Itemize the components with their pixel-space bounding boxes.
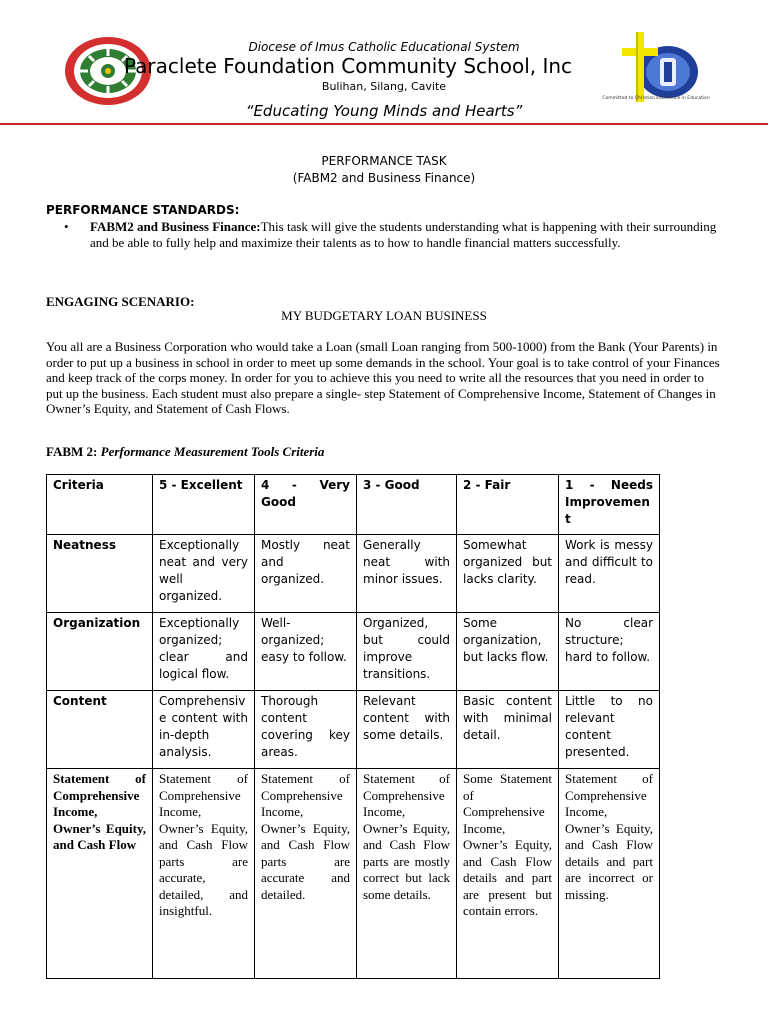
header-divider <box>0 123 768 125</box>
school-address: Bulihan, Silang, Cavite <box>321 80 447 93</box>
table-cell: Statement of Comprehensive Income, Owner’s Equity, and Cash Flow parts are mostly correct but lack some details. <box>357 769 457 979</box>
rubric-label-prefix: FABM 2: <box>46 444 101 459</box>
standards-item-label: FABM2 and Business Finance: <box>90 219 261 234</box>
table-header-row <box>47 475 660 535</box>
table-cell: Relevant content with some details. <box>357 691 457 769</box>
table-row <box>47 691 660 769</box>
table-cell: Statement of Comprehensive Income, Owner’s Equity, and Cash Flow parts are accurate, detailed, and insightful. <box>153 769 255 979</box>
criteria-cell: Content <box>47 691 153 769</box>
rubric-label-title: Performance Measurement Tools Criteria <box>100 444 325 459</box>
letterhead <box>0 0 768 124</box>
table-cell: Mostly neat and organized. <box>255 535 357 613</box>
criteria-cell: Neatness <box>47 535 153 613</box>
table-cell: Some organization, but lacks flow. <box>457 613 559 691</box>
table-cell: Statement of Comprehensive Income, Owner’s Equity, and Cash Flow details and part are incorrect or missing. <box>559 769 660 979</box>
standards-item-text: This task will give the students understanding what is happening with their surrounding and be able to fully help and maximize their talents as to how to handle financial matters successfully. <box>90 219 717 250</box>
scenario-title: MY BUDGETARY LOAN BUSINESS <box>281 308 487 323</box>
table-cell: Some Statement of Comprehensive Income, Owner’s Equity, and Cash Flow details and part are present but contain errors. <box>457 769 559 979</box>
header-needs-improvement: 1 - Needs Improvement <box>559 475 660 535</box>
table-cell: Thorough content covering key areas. <box>255 691 357 769</box>
criteria-cell: Statement of Comprehensive Income, Owner’s Equity, and Cash Flow <box>47 769 153 979</box>
header-excellent: 5 - Excellent <box>153 475 255 535</box>
table-row <box>47 535 660 613</box>
table-row <box>47 769 660 979</box>
bullet-icon: • <box>64 219 69 234</box>
scenario-body: You all are a Business Corporation who would take a Loan (small Loan ranging from 500-1000) from the Bank (Your Parents) in order to put up a business in school in order to meet up some demands in the school. Your goal is to take control of your Finances and keep track of the corps money. In order for you to achieve this you need to write all the resources that you need in order to put up the business. Each student must also prepare a single- step Statement of Comprehensive Income, Statement of Changes in Owner’s Equity, and Statement of Cash Flows. <box>46 339 720 417</box>
table-cell: Somewhat organized but lacks clarity. <box>457 535 559 613</box>
table-cell: Organized, but could improve transitions. <box>357 613 457 691</box>
table-cell: Basic content with minimal detail. <box>457 691 559 769</box>
standards-item <box>64 219 724 250</box>
table-cell: Exceptionally organized; clear and logical flow. <box>153 613 255 691</box>
task-title: PERFORMANCE TASK <box>321 154 447 168</box>
table-cell: Well-organized; easy to follow. <box>255 613 357 691</box>
table-cell: Exceptionally neat and very well organized. <box>153 535 255 613</box>
school-name: Paraclete Foundation Community School, Inc <box>124 54 573 78</box>
emblem-caption: Committed to Christian Excellence in Education <box>602 96 710 101</box>
school-motto: “Educating Young Minds and Hearts” <box>245 102 523 120</box>
table-cell: Comprehensive content with in-depth analysis. <box>153 691 255 769</box>
table-cell: Generally neat with minor issues. <box>357 535 457 613</box>
table-cell: Work is messy and difficult to read. <box>559 535 660 613</box>
rubric-label <box>46 444 324 460</box>
header-fair: 2 - Fair <box>457 475 559 535</box>
task-subtitle: (FABM2 and Business Finance) <box>292 171 476 185</box>
criteria-cell: Organization <box>47 613 153 691</box>
scenario-heading: ENGAGING SCENARIO: <box>46 294 195 309</box>
table-row <box>47 613 660 691</box>
header-very-good: 4 - Very Good <box>255 475 357 535</box>
standards-heading: PERFORMANCE STANDARDS: <box>46 203 240 217</box>
diocese-name: Diocese of Imus Catholic Educational System <box>248 40 520 54</box>
table-cell: Statement of Comprehensive Income, Owner’s Equity, and Cash Flow parts are accurate and detailed. <box>255 769 357 979</box>
header-criteria: Criteria <box>47 475 153 535</box>
rubric-table <box>46 474 660 979</box>
header-good: 3 - Good <box>357 475 457 535</box>
standards-text <box>90 219 724 250</box>
cross-emblem-icon <box>598 32 708 104</box>
table-cell: No clear structure; hard to follow. <box>559 613 660 691</box>
table-cell: Little to no relevant content presented. <box>559 691 660 769</box>
